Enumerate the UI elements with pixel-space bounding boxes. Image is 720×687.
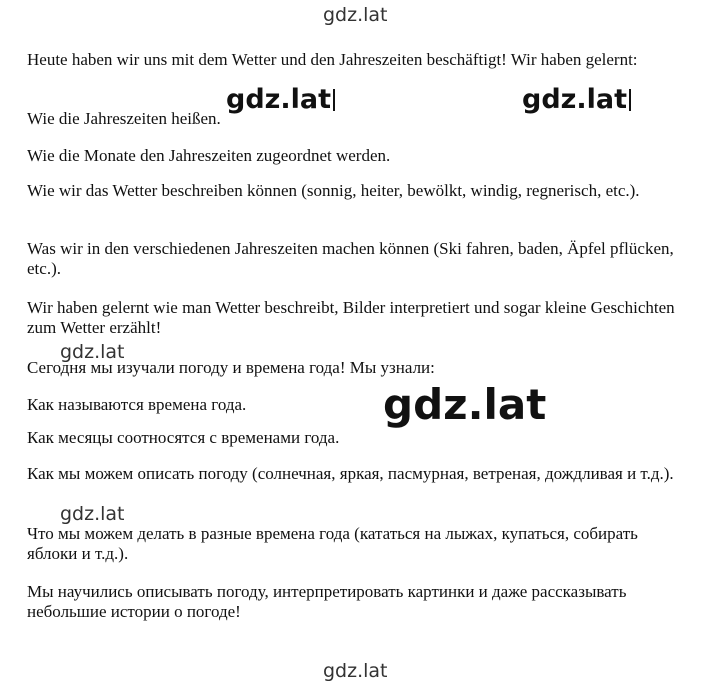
watermark-center-large: gdz.lat [383, 380, 547, 429]
german-paragraph-season-names: Wie die Jahreszeiten heißen. [27, 109, 221, 128]
russian-paragraph-activities: Что мы можем делать в разные времена года (кататься на лыжах, купаться, собирать яблоки и т.д.). [27, 524, 638, 563]
watermark-mid-small-1: gdz.lat [60, 341, 125, 363]
german-paragraph-intro: Heute haben wir uns mit dem Wetter und den Jahreszeiten beschäftigt! Wir haben gelernt: [27, 50, 638, 69]
text-cursor-mark [629, 89, 631, 111]
german-paragraph-months: Wie die Monate den Jahreszeiten zugeordnet werden. [27, 146, 391, 165]
russian-paragraph-season-names: Как называются времена года. [27, 395, 247, 414]
watermark-mid-small-2: gdz.lat [60, 503, 125, 525]
german-paragraph-summary: Wir haben gelernt wie man Wetter beschreibt, Bilder interpretiert und sogar kleine Geschichten zum Wetter erzählt! [27, 298, 675, 337]
russian-paragraph-weather-description: Как мы можем описать погоду (солнечная, яркая, пасмурная, ветреная, дождливая и т.д.). [27, 464, 674, 483]
watermark-right: gdz.lat [522, 86, 631, 113]
text-cursor-mark [333, 89, 335, 111]
russian-paragraph-months: Как месяцы соотносятся с временами года. [27, 428, 340, 447]
watermark-left: gdz.lat [226, 86, 335, 113]
russian-paragraph-intro: Сегодня мы изучали погоду и времена года! Мы узнали: [27, 358, 435, 377]
german-paragraph-weather-description: Wie wir das Wetter beschreiben können (sonnig, heiter, bewölkt, windig, regnerisch, etc.). [27, 181, 640, 200]
german-paragraph-activities: Was wir in den verschiedenen Jahreszeiten machen können (Ski fahren, baden, Äpfel pflücken, etc.). [27, 239, 674, 278]
russian-paragraph-summary: Мы научились описывать погоду, интерпретировать картинки и даже рассказывать небольшие истории о погоде! [27, 582, 627, 621]
watermark-top: gdz.lat [323, 4, 388, 26]
watermark-bottom: gdz.lat [323, 660, 388, 682]
